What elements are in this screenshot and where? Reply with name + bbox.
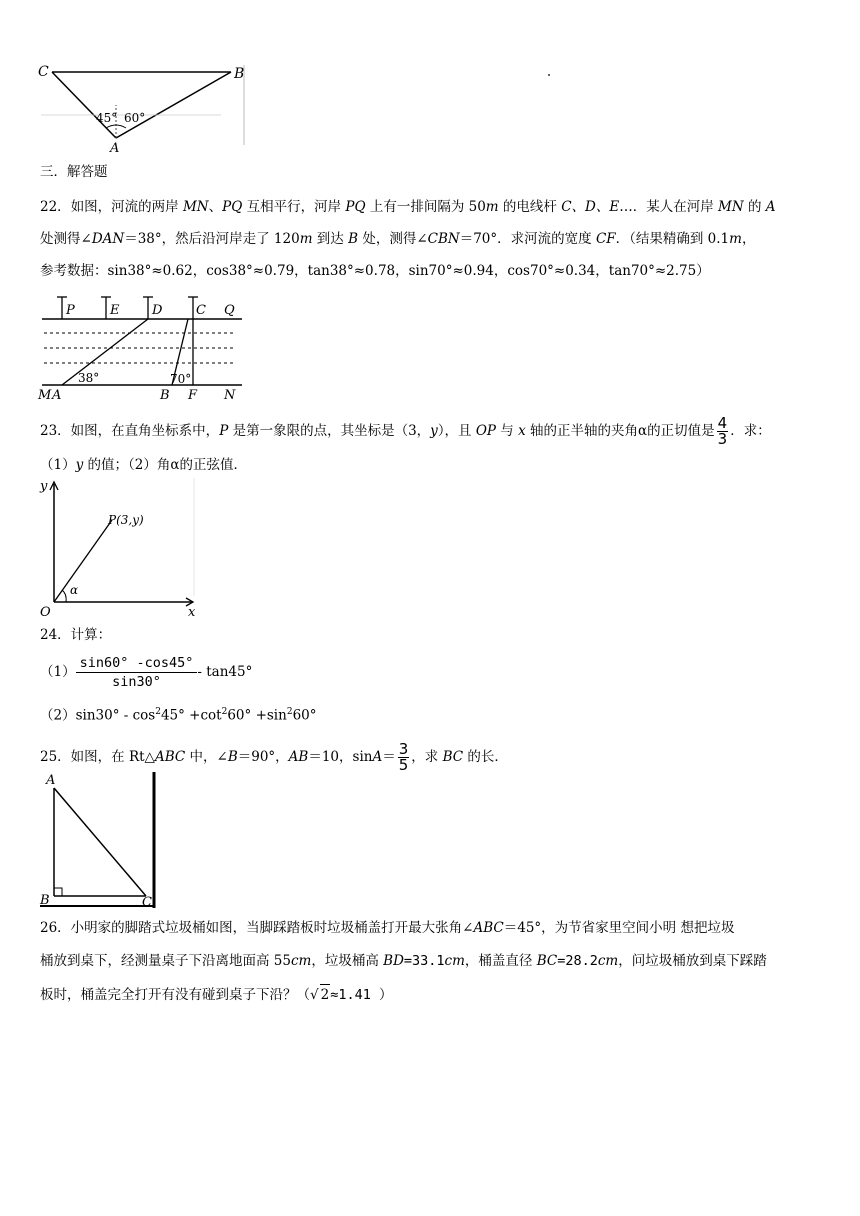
- label-e: E: [110, 303, 120, 318]
- q24-title: 24．计算：: [40, 627, 112, 643]
- label-d: D: [152, 303, 163, 318]
- label-p3y: P(3,y): [108, 513, 144, 527]
- label-b3: B: [40, 893, 50, 908]
- fraction-3-5: $\frac{3}{5}$: [398, 740, 409, 774]
- label-a: A: [110, 141, 120, 155]
- label-f: F: [188, 388, 198, 401]
- q24-part1: （1） $\frac{\sin 60^\circ -\cos 45^\circ}{\sin 30^\circ}$ - tan45°: [40, 655, 253, 690]
- fraction-4-3: $\frac{4}{3}$: [717, 414, 728, 448]
- segment-ba: [116, 72, 231, 138]
- figure-coordinate-plane: [36, 476, 202, 618]
- angle-arc: [106, 125, 126, 128]
- q22-line2: 处测得∠DAN＝38°，然后沿河岸走了 120m 到达 B 处，测得∠CBN＝70°．求河流的宽度 CF．（结果精确到 0.1m，: [40, 231, 756, 247]
- label-n: N: [224, 388, 236, 401]
- label-b: B: [234, 66, 245, 82]
- q24-fraction: $\frac{\sin 60^\circ -\cos 45^\circ}{\sin 30^\circ}$: [76, 654, 198, 691]
- label-q: Q: [224, 303, 235, 318]
- label-y: y: [40, 479, 48, 494]
- label-c: C: [38, 64, 49, 80]
- label-x: x: [188, 605, 196, 618]
- sqrt-symbol: √: [310, 987, 319, 1003]
- dot-mark: [548, 74, 550, 76]
- segment-ad: [62, 319, 148, 385]
- q23-line1: 23．如图，在直角坐标系中，P 是第一象限的点，其坐标是（3，y），且 OP 与 x 轴的正半轴的夹角α的正切值是 $\frac{4}{3}$ ．求：: [40, 414, 771, 448]
- q26-line1: 26．小明家的脚踏式垃圾桶如图，当脚踩踏板时垃圾桶盖打开最大张角∠ABC＝45°，为节省家里空间小明 想把垃圾: [40, 920, 735, 936]
- right-angle-mark: [54, 888, 62, 896]
- angle-38: 38°: [78, 371, 100, 385]
- label-m: M: [38, 388, 52, 401]
- figure-triangle-cab: [36, 60, 251, 155]
- label-o: O: [40, 605, 51, 618]
- label-p: P: [66, 303, 75, 318]
- angle-60: 60°: [124, 111, 146, 125]
- section-title: 三．解答题: [40, 164, 108, 180]
- figure-river: [36, 293, 248, 401]
- q23-line2: （1）y 的值；（2）角α的正弦值．: [40, 457, 247, 473]
- angle-45: 45°: [96, 111, 118, 125]
- label-b2: B: [160, 388, 170, 401]
- label-alpha: α: [70, 583, 79, 597]
- q24-part2: $(2)\sin 30^\circ - \cos^245^\circ +\cot^260^\circ +\sin^260^\circ$: [40, 707, 317, 724]
- label-c3: C: [142, 895, 152, 910]
- q25-line: 25．如图，在 Rt△ABC 中，∠B＝90°，AB＝10，sinA＝ $\frac{3}{5}$ ，求 BC 的长．: [40, 740, 508, 774]
- segment-op: [54, 520, 112, 602]
- figure-right-triangle: [36, 768, 160, 910]
- angle-alpha-arc: [62, 590, 66, 602]
- q26-line2: 桶放到桌下，经测量桌子下沿离地面高 55cm，垃圾桶高 BD=33.1cm，桶盖直径 BC=28.2cm，问垃圾桶放到桌下踩踏: [40, 953, 767, 969]
- label-a2: A: [52, 388, 62, 401]
- q26-line3: 板时，桶盖完全打开有没有碰到桌子下沿？（√ 2≈1.41 ）: [40, 984, 392, 1005]
- label-c2: C: [196, 303, 206, 318]
- label-a3: A: [46, 773, 56, 788]
- q22-line3: 参考数据：sin38°≈0.62，cos38°≈0.79，tan38°≈0.78，sin70°≈0.94，cos70°≈0.34，tan70°≈2.75）: [40, 263, 710, 279]
- segment-ac: [54, 788, 146, 896]
- q22-line1: 22．如图，河流的两岸 MN、PQ 互相平行，河岸 PQ 上有一排间隔为 50m 的电线杆 C、D、E…．某人在河岸 MN 的 A: [40, 199, 776, 215]
- angle-70: 70°: [170, 372, 192, 386]
